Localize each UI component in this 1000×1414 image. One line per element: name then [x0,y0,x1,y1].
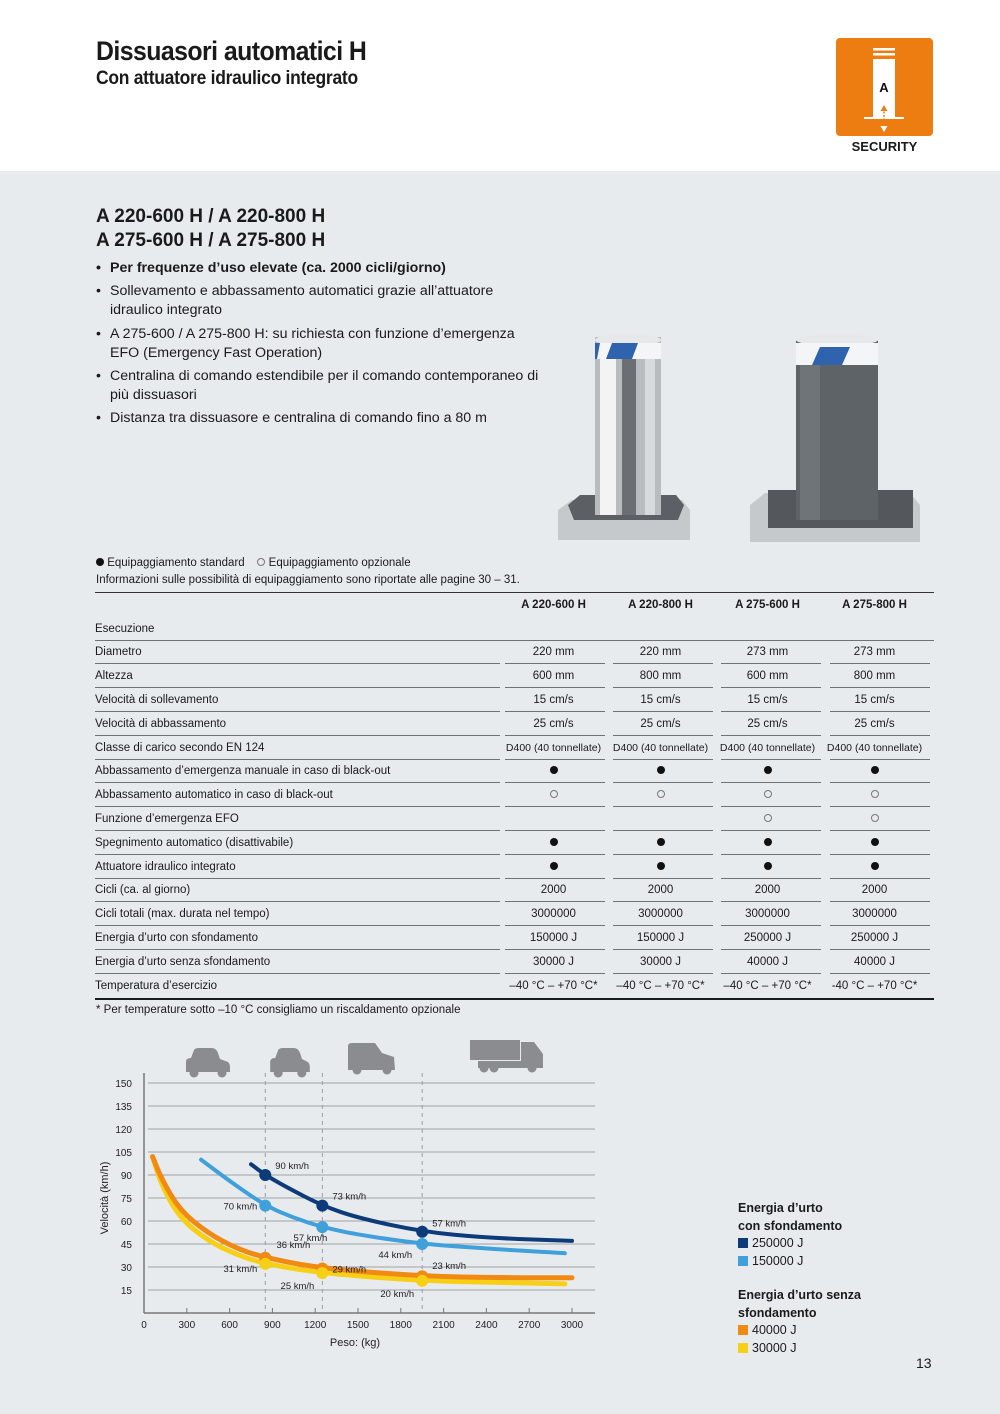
equipment-legend [96,557,411,569]
data-label: 57 km/h [432,1218,466,1230]
standard-dot-icon [764,766,772,774]
table-bottom-rule [95,998,934,1000]
table-cell: 150000 J [636,932,685,945]
table-cell: 220 mm [532,646,575,659]
table-cell [714,861,821,873]
page-subtitle: Con attuatore idraulico integrato [96,68,358,89]
table-row [95,831,934,855]
standard-dot-icon [550,862,558,870]
table-row [95,974,934,998]
table-cell: 800 mm [639,670,682,683]
table-header-row [95,593,934,617]
optional-circle-icon [871,814,879,822]
data-label: 44 km/h [378,1250,413,1261]
data-label: 90 km/h [275,1161,310,1172]
table-cell [821,813,928,825]
standard-dot-icon [871,838,879,846]
table-cell: 15 cm/s [640,694,681,707]
spec-table [95,592,934,1000]
y-tick-label: 105 [115,1148,132,1159]
table-cell: –40 °C – +70 °C* [616,979,705,992]
table-cell [821,861,928,873]
data-label: 36 km/h [276,1239,311,1251]
column-header: A 275-600 H [735,598,800,611]
page-header [0,0,1000,171]
table-row [95,950,934,974]
row-label: Velocità di sollevamento [95,694,219,707]
table-cell: 30000 J [533,955,574,968]
x-axis-label: Peso: (kg) [329,1337,381,1349]
row-label: Spegnimento automatico (disattivabile) [95,836,294,849]
steel-bollard-image [558,334,690,540]
chart-legend [738,1200,861,1357]
table-cell [714,765,821,777]
data-label: 29 km/h [332,1264,367,1276]
table-cell [500,861,607,873]
table-cell [500,789,607,801]
table-row [95,902,934,926]
bollard-icon [836,38,933,136]
table-cell: -40 °C – +70 °C* [831,979,918,992]
x-tick-label: 0 [141,1320,147,1331]
model-line-2: A 275-600 H / A 275-800 H [96,230,326,251]
table-cell: –40 °C – +70 °C* [723,979,812,992]
table-row [95,664,934,688]
row-label: Velocità di abbassamento [95,717,227,730]
compact-car-icon [270,1048,310,1078]
table-cell: 40000 J [747,955,788,968]
table-cell: D400 (40 tonnellate) [612,741,709,754]
x-tick-label: 3000 [560,1320,584,1331]
table-cell: 40000 J [854,955,895,968]
table-cell: 15 cm/s [747,694,788,707]
standard-dot-icon [550,838,558,846]
table-cell [821,765,928,777]
table-cell [714,813,821,825]
table-cell: 3000000 [531,908,576,921]
table-cell: 273 mm [746,646,789,659]
table-section-row [95,617,934,641]
y-tick-label: 75 [120,1194,132,1205]
row-label: Cicli totali (max. durata nel tempo) [95,908,270,921]
row-label: Abbassamento automatico in caso di black-out [95,789,333,802]
table-cell: 800 mm [853,670,896,683]
column-header: A 220-800 H [628,598,693,611]
data-point [316,1200,328,1212]
y-tick-label: 150 [115,1079,132,1090]
table-row [95,760,934,784]
row-label: Classe di carico secondo EN 124 [95,741,265,754]
column-header: A 220-600 H [521,598,586,611]
standard-dot-icon [550,766,558,774]
standard-dot-icon [871,862,879,870]
table-cell: 2000 [647,884,674,897]
table-cell: 3000000 [745,908,790,921]
model-names [96,205,325,253]
data-point [259,1200,271,1212]
x-tick-label: 2400 [475,1320,498,1331]
table-cell [500,837,607,849]
table-row [95,807,934,831]
table-cell [607,837,714,849]
x-tick-label: 900 [264,1320,281,1331]
table-cell: –40 °C – +70 °C* [509,979,598,992]
table-row [95,688,934,712]
row-label: Temperatura d’esercizio [95,979,218,992]
truck-icon [470,1040,543,1073]
legend-standard: Equipaggiamento standard [107,557,245,569]
table-cell: 2000 [861,884,888,897]
standard-dot-icon [657,838,665,846]
y-tick-label: 30 [120,1263,132,1274]
legend-group-title: Energia d’urto [738,1201,823,1215]
y-tick-label: 120 [115,1125,132,1136]
equipment-info: Informazioni sulle possibilità di equipaggiamento sono riportate alle pagine 30 – 31. [96,574,520,586]
row-label: Abbassamento d’emergenza manuale in caso di black-out [95,765,391,778]
empty-circle-icon [257,558,265,566]
table-cell: 250000 J [850,932,899,945]
table-cell [500,765,607,777]
data-label: 25 km/h [280,1281,315,1293]
data-point [316,1267,328,1279]
legend-group-title: con sfondamento [738,1218,843,1233]
table-cell: 150000 J [529,932,578,945]
table-row [95,855,934,879]
table-cell [607,765,714,777]
feature-item: • Centralina di comando estendibile per il comando contemporaneo di più dissuasori [96,367,546,405]
table-row [95,783,934,807]
y-tick-label: 135 [115,1102,132,1113]
y-tick-label: 60 [120,1217,132,1228]
table-cell [714,837,821,849]
table-cell: 30000 J [640,955,681,968]
data-point [259,1169,271,1181]
row-label: Cicli (ca. al giorno) [95,884,191,897]
data-label: 23 km/h [432,1261,466,1273]
row-label: Energia d’urto con sfondamento [95,932,259,945]
table-cell: 2000 [540,884,567,897]
data-label: 57 km/h [293,1233,328,1245]
data-label: 70 km/h [223,1201,258,1213]
table-cell: D400 (40 tonnellate) [719,741,816,754]
table-cell: 600 mm [746,670,789,683]
table-row [95,926,934,950]
legend-swatch [738,1343,748,1353]
y-tick-label: 90 [120,1171,132,1182]
row-label: Diametro [95,646,142,659]
x-tick-label: 2100 [432,1320,455,1331]
page-number: 13 [916,1355,932,1371]
filled-dot-icon [96,558,104,566]
series-line [251,1164,572,1241]
table-cell: 3000000 [852,908,897,921]
row-label: Altezza [95,670,133,683]
data-label: 31 km/h [223,1263,258,1275]
row-label: Attuatore idraulico integrato [95,860,236,873]
table-cell [607,789,714,801]
model-line-1: A 220-600 H / A 220-800 H [96,206,326,227]
badge-letter: A [879,80,889,95]
table-cell: 25 cm/s [640,717,681,730]
feature-item: • A 275-600 / A 275-800 H: su richiesta con funzione d’emergenza EFO (Emergency Fast Operation) [96,325,546,363]
legend-group-title: sfondamento [738,1305,817,1320]
legend-swatch [738,1256,748,1266]
x-tick-label: 1200 [304,1320,327,1331]
table-cell: 25 cm/s [747,717,788,730]
row-label: Energia d’urto senza sfondamento [95,955,271,968]
row-label: Funzione d’emergenza EFO [95,813,239,826]
table-cell: 2000 [754,884,781,897]
speed-weight-chart [90,1030,610,1360]
van-icon [348,1043,395,1075]
table-row [95,736,934,760]
legend-item: 40000 J [738,1322,861,1340]
table-cell [821,789,928,801]
x-tick-label: 1500 [346,1320,370,1331]
optional-circle-icon [550,790,558,798]
table-cell: 600 mm [532,670,575,683]
badge-label: SECURITY [851,139,918,154]
table-cell [607,861,714,873]
table-cell: D400 (40 tonnellate) [826,741,923,754]
y-tick-label: 15 [120,1286,132,1297]
y-axis-label: Velocità (km/h) [99,1161,111,1235]
x-tick-label: 600 [221,1320,238,1331]
legend-swatch [738,1325,748,1335]
feature-item: • Sollevamento e abbassamento automatici grazie all’attuatore idraulico integrato [96,282,546,320]
optional-circle-icon [871,790,879,798]
table-row [95,879,934,903]
feature-list [96,259,546,433]
table-cell: 220 mm [639,646,682,659]
table-row [95,712,934,736]
data-label: 73 km/h [332,1191,367,1203]
security-badge [836,38,933,136]
data-point [416,1238,428,1250]
column-header: A 275-800 H [842,598,907,611]
product-photos [550,325,930,550]
table-cell: 15 cm/s [854,694,895,707]
section-label: Esecuzione [95,622,155,635]
legend-optional: Equipaggiamento opzionale [268,557,411,569]
page-title: Dissuasori automatici H [96,36,367,66]
table-row [95,641,934,665]
feature-item: • Distanza tra dissuasore e centralina di comando fino a 80 m [96,409,546,428]
data-point [259,1258,271,1270]
legend-item: 30000 J [738,1340,861,1358]
x-tick-label: 300 [178,1320,196,1331]
car-icon [186,1048,230,1078]
x-tick-label: 1800 [389,1320,412,1331]
standard-dot-icon [657,862,665,870]
table-cell: D400 (40 tonnellate) [505,741,602,754]
standard-dot-icon [657,766,665,774]
standard-dot-icon [764,862,772,870]
standard-dot-icon [764,838,772,846]
standard-dot-icon [871,766,879,774]
table-cell: 3000000 [638,908,683,921]
dark-bollard-image [750,334,920,542]
optional-circle-icon [764,814,772,822]
legend-item: 150000 J [738,1253,861,1271]
table-cell [821,837,928,849]
table-cell: 250000 J [743,932,792,945]
optional-circle-icon [657,790,665,798]
legend-group-title: Energia d’urto senza [738,1288,861,1302]
footnote: * Per temperature sotto –10 °C consigliamo un riscaldamento opzionale [96,1004,461,1016]
optional-circle-icon [764,790,772,798]
table-cell: 273 mm [853,646,896,659]
y-tick-label: 45 [120,1240,132,1251]
table-cell: 25 cm/s [854,717,895,730]
data-label: 20 km/h [380,1288,415,1300]
data-point [416,1275,428,1287]
legend-item: 250000 J [738,1235,861,1253]
table-cell: 15 cm/s [533,694,574,707]
legend-swatch [738,1238,748,1248]
data-point [416,1226,428,1238]
table-cell [714,789,821,801]
feature-item: • Per frequenze d’uso elevate (ca. 2000 cicli/giorno) [96,259,546,278]
x-tick-label: 2700 [518,1320,541,1331]
table-cell: 25 cm/s [533,717,574,730]
data-point [316,1221,328,1233]
